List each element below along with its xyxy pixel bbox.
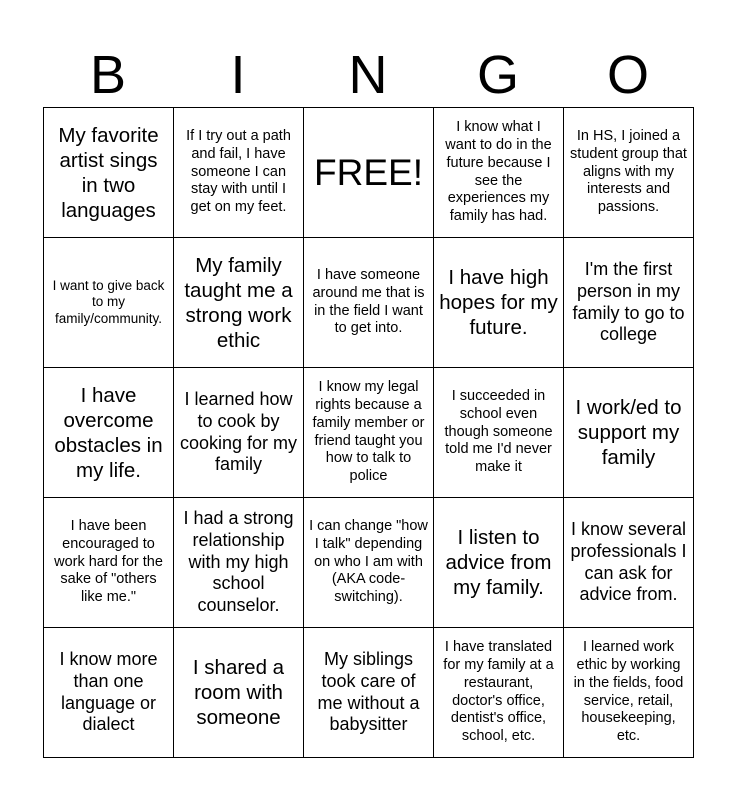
bingo-cell[interactable]: I can change "how I talk" depending on who I am with (AKA code-switching). xyxy=(304,498,434,628)
bingo-cell[interactable]: I have someone around me that is in the field I want to get into. xyxy=(304,238,434,368)
header-letter-g: G xyxy=(476,45,519,105)
bingo-cell[interactable]: I listen to advice from my family. xyxy=(434,498,564,628)
bingo-header xyxy=(43,44,693,106)
bingo-row xyxy=(44,238,694,368)
bingo-cell[interactable]: I have high hopes for my future. xyxy=(434,238,564,368)
bingo-cell[interactable]: My siblings took care of me without a babysitter xyxy=(304,628,434,758)
bingo-cell[interactable]: I'm the first person in my family to go to college xyxy=(564,238,694,368)
bingo-cell[interactable]: In HS, I joined a student group that aligns with my interests and passions. xyxy=(564,108,694,238)
bingo-cell[interactable]: I know what I want to do in the future because I see the experiences my family has had. xyxy=(434,108,564,238)
bingo-cell[interactable]: I succeeded in school even though someone told me I'd never make it xyxy=(434,368,564,498)
bingo-cell[interactable]: I want to give back to my family/community. xyxy=(44,238,174,368)
bingo-row xyxy=(44,498,694,628)
bingo-cell[interactable]: My family taught me a strong work ethic xyxy=(174,238,304,368)
bingo-cell[interactable]: I have translated for my family at a restaurant, doctor's office, dentist's office, school, etc. xyxy=(434,628,564,758)
header-letter-i: I xyxy=(230,45,246,105)
bingo-row xyxy=(44,368,694,498)
bingo-cell[interactable]: My favorite artist sings in two languages xyxy=(44,108,174,238)
bingo-cell[interactable]: I work/ed to support my family xyxy=(564,368,694,498)
bingo-row xyxy=(44,628,694,758)
header-letter-o: O xyxy=(606,45,649,105)
header-letter-b: B xyxy=(89,45,127,105)
bingo-cell[interactable]: I have been encouraged to work hard for the sake of "others like me." xyxy=(44,498,174,628)
bingo-cell[interactable]: I know more than one language or dialect xyxy=(44,628,174,758)
bingo-cell[interactable]: I know several professionals I can ask for advice from. xyxy=(564,498,694,628)
bingo-cell[interactable]: I know my legal rights because a family member or friend taught you how to talk to police xyxy=(304,368,434,498)
bingo-cell[interactable]: I learned how to cook by cooking for my family xyxy=(174,368,304,498)
bingo-row xyxy=(44,108,694,238)
bingo-cell[interactable]: I have overcome obstacles in my life. xyxy=(44,368,174,498)
bingo-cell[interactable]: I learned work ethic by working in the fields, food service, retail, housekeeping, etc. xyxy=(564,628,694,758)
bingo-cell[interactable]: I had a strong relationship with my high school counselor. xyxy=(174,498,304,628)
bingo-cell[interactable]: I shared a room with someone xyxy=(174,628,304,758)
bingo-cell[interactable]: If I try out a path and fail, I have someone I can stay with until I get on my feet. xyxy=(174,108,304,238)
header-letter-n: N xyxy=(348,45,388,105)
bingo-card-grid xyxy=(43,107,694,758)
free-space-cell[interactable]: FREE! xyxy=(304,108,434,238)
